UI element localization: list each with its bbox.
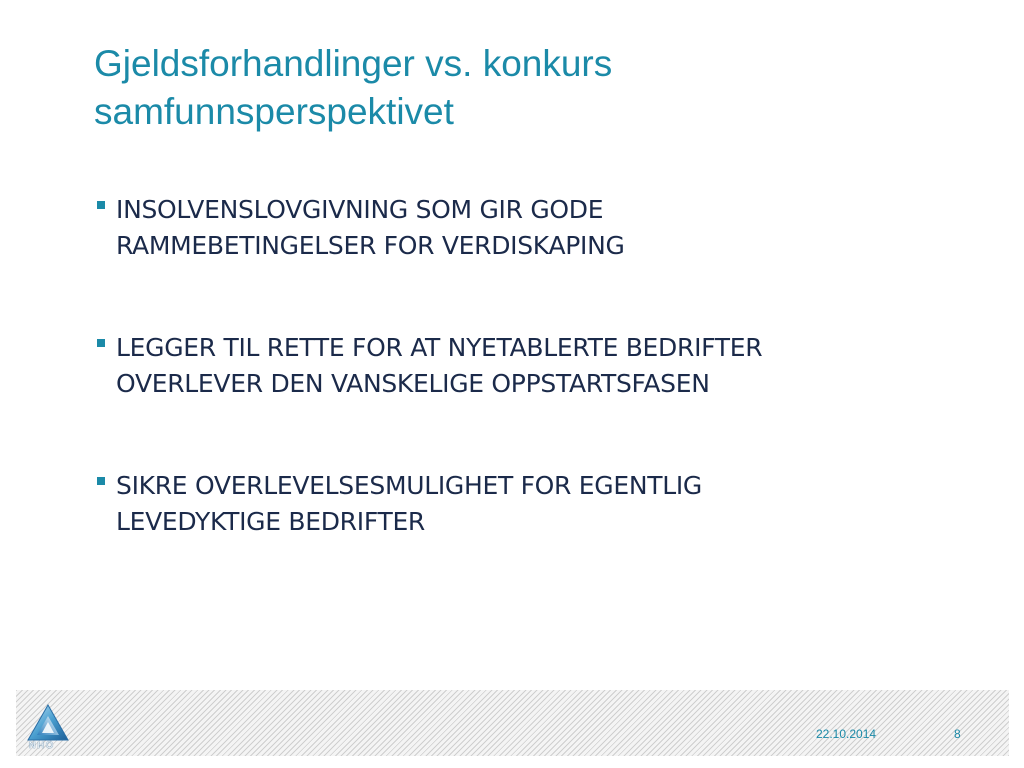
bullet-line: LEVEDYKTIGE BEDRIFTER [116, 507, 426, 536]
page-number: 8 [954, 727, 961, 741]
slide-title-line-2: samfunnsperspektivet [94, 91, 454, 132]
slide-title [94, 40, 974, 136]
bullet-item-1 [96, 192, 976, 264]
square-bullet-icon [97, 477, 105, 485]
logo-text: NHO [29, 740, 55, 750]
bullet-list [96, 192, 976, 606]
bullet-item-3 [96, 468, 976, 540]
bullet-item-2 [96, 330, 976, 402]
bullet-text [116, 192, 976, 264]
bullet-line: LEGGER TIL RETTE FOR AT NYETABLERTE BEDRIFTER [116, 333, 763, 362]
footer-bar [16, 690, 1009, 756]
bullet-text [116, 330, 976, 402]
bullet-line: INSOLVENSLOVGIVNING SOM GIR GODE [116, 195, 604, 224]
footer-date: 22.10.2014 [816, 727, 877, 741]
square-bullet-icon [97, 339, 105, 347]
square-bullet-icon [97, 201, 105, 209]
bullet-line: OVERLEVER DEN VANSKELIGE OPPSTARTSFASEN [116, 369, 710, 398]
bullet-text [116, 468, 976, 540]
bullet-line: RAMMEBETINGELSER FOR VERDISKAPING [116, 231, 625, 260]
slide-title-line-1: Gjeldsforhandlinger vs. konkurs [94, 43, 613, 84]
bullet-line: SIKRE OVERLEVELSESMULIGHET FOR EGENTLIG [116, 471, 702, 500]
